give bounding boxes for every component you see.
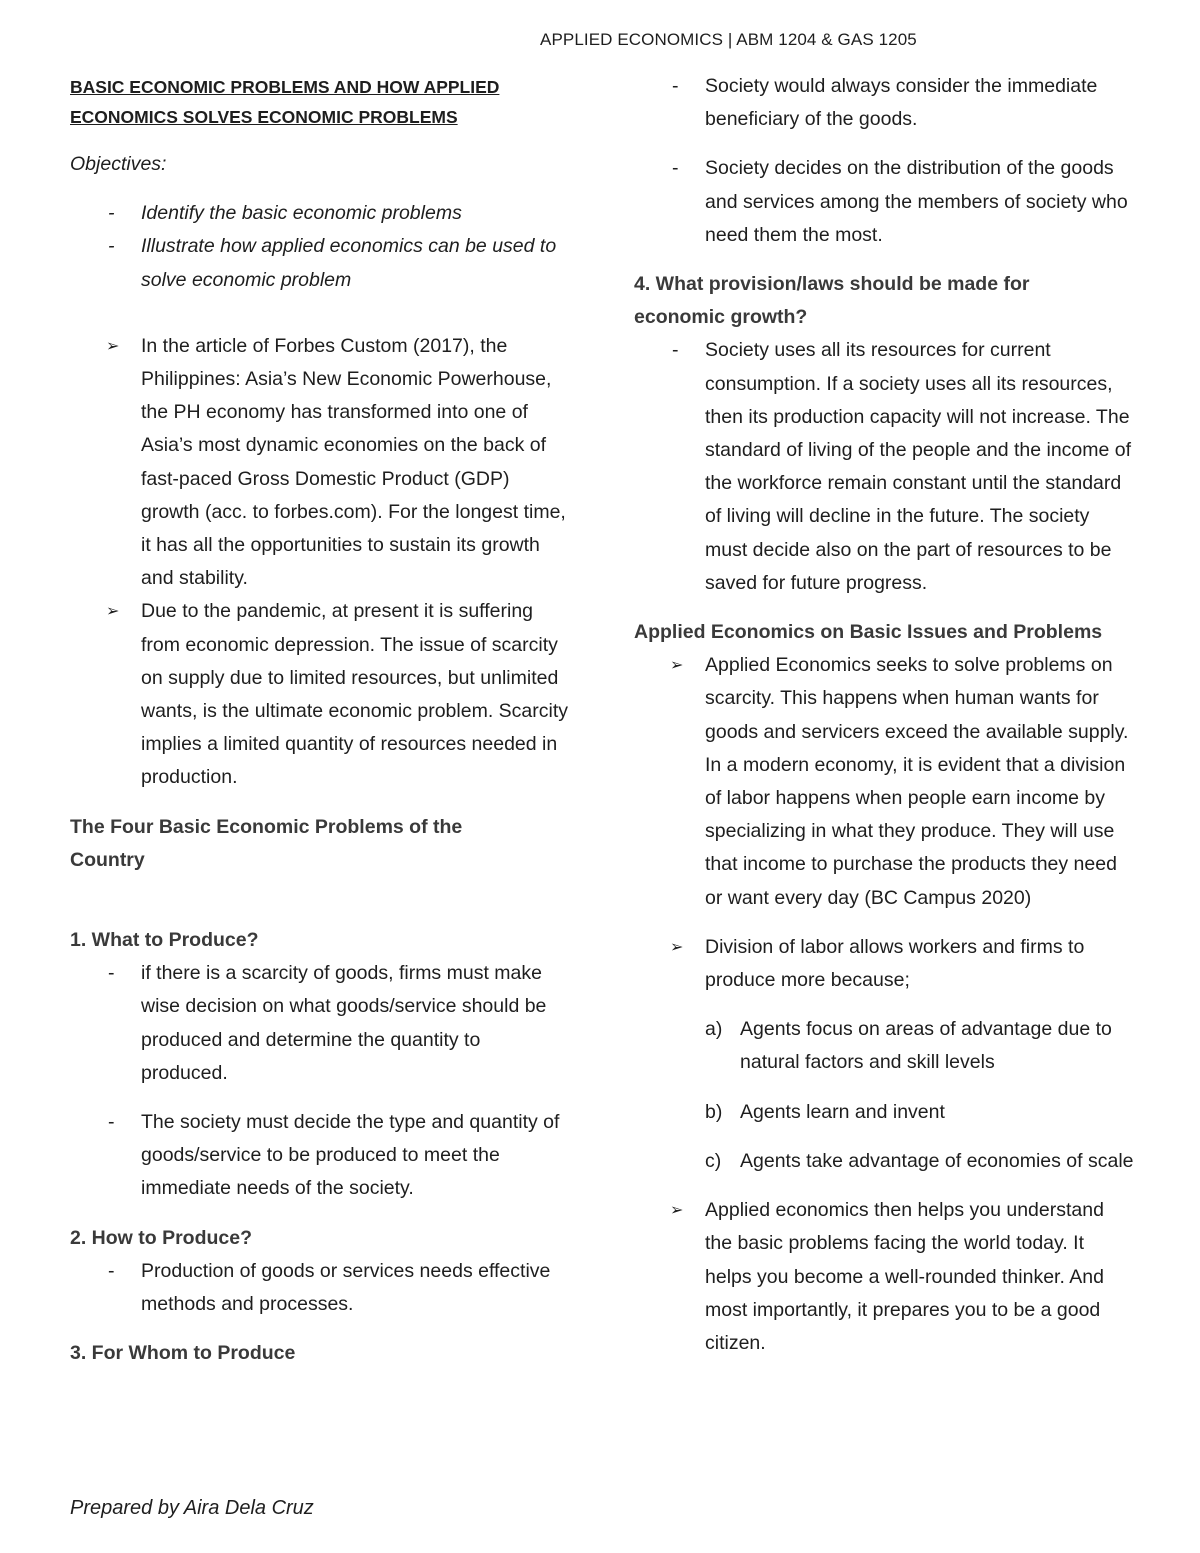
question-2-heading: 2. How to Produce?	[70, 1226, 253, 1249]
question-3-list	[634, 70, 1134, 252]
question-3-heading: 3. For Whom to Produce	[70, 1342, 296, 1365]
objectives-label: Objectives:	[70, 153, 167, 175]
intro-bullets	[70, 330, 570, 795]
question-1-heading: 1. What to Produce?	[70, 929, 259, 952]
applied-bullet: ➢ Division of labor allows workers and firms to produce more because;	[634, 931, 1134, 997]
list-item: - Society uses all its resources for current consumption. If a society uses all its resources, then its production capacity will not increase. The standard of living of the people and the income of the workforce remain constant until the standard of living will decline in the future. The society must decide also on the part of resources to be saved for future progress.	[634, 334, 1134, 600]
dash-marker: -	[108, 235, 115, 258]
dash-marker: -	[108, 1259, 115, 1282]
list-item: - Society would always consider the immediate beneficiary of the goods.	[634, 70, 1134, 136]
applied-economics-heading: Applied Economics on Basic Issues and Problems	[634, 621, 1103, 644]
list-item: - Production of goods or services needs effective methods and processes.	[70, 1255, 570, 1321]
arrow-bullet-icon: ➢	[106, 603, 120, 621]
arrow-bullet-icon: ➢	[670, 657, 684, 675]
dash-marker: -	[108, 962, 115, 985]
arrow-bullet-icon: ➢	[670, 938, 684, 956]
objective-item: - Identify the basic economic problems	[70, 197, 570, 230]
question-2-list	[70, 1255, 570, 1321]
applied-bullet: ➢ Applied economics then helps you understand the basic problems facing the world today. It helps you become a well-rounded thinker. And most importantly, it prepares you to be a good citizen.	[634, 1194, 1134, 1360]
objectives-list	[70, 197, 570, 297]
dash-marker: -	[672, 339, 679, 362]
letter-marker: a)	[705, 1018, 723, 1041]
list-item: - if there is a scarcity of goods, firms must make wise decision on what goods/service should be produced and determine the quantity to produced.	[70, 957, 570, 1090]
intro-bullet: ➢ Due to the pandemic, at present it is suffering from economic depression. The issue of scarcity on supply due to limited resources, but unlimited wants, is the ultimate economic problem. Scarcity implies a limited quantity of resources needed in production.	[70, 595, 570, 794]
arrow-bullet-icon: ➢	[670, 1202, 684, 1220]
dash-marker: -	[108, 1111, 115, 1134]
dash-marker: -	[672, 157, 679, 180]
intro-bullet: ➢ In the article of Forbes Custom (2017), the Philippines: Asia’s New Economic Powerhouse, the PH economy has transformed into one of Asia’s most dynamic economies on the back of fast-paced Gross Domestic Product (GDP) growth (acc. to forbes.com). For the longest time, it has all the opportunities to sustain its growth and stability.	[70, 330, 570, 596]
list-item: b) Agents learn and invent	[634, 1096, 1134, 1129]
letter-marker: b)	[705, 1100, 723, 1123]
four-problems-heading: The Four Basic Economic Problems of the Country	[70, 815, 463, 871]
list-item: - Society decides on the distribution of the goods and services among the members of society who need them the most.	[634, 152, 1134, 252]
arrow-bullet-icon: ➢	[106, 337, 120, 355]
list-item: c) Agents take advantage of economies of scale	[634, 1145, 1134, 1178]
page-header: APPLIED ECONOMICS | ABM 1204 & GAS 1205	[540, 30, 917, 49]
applied-bullet: ➢ Applied Economics seeks to solve problems on scarcity. This happens when human wants for goods and servicers exceed the available supply. In a modern economy, it is evident that a division of labor happens when people earn income by specializing in what they produce. They will use that income to purchase the products they need or want every day (BC Campus 2020)	[634, 649, 1134, 915]
closing-bullets	[634, 1194, 1134, 1360]
right-column	[634, 70, 1134, 1360]
document-title	[70, 72, 570, 132]
applied-bullets	[634, 649, 1134, 997]
list-item: a) Agents focus on areas of advantage due to natural factors and skill levels	[634, 1013, 1134, 1079]
dash-marker: -	[672, 75, 679, 97]
prepared-by-footer: Prepared by Aira Dela Cruz	[70, 1497, 314, 1519]
title-line-1: BASIC ECONOMIC PROBLEMS AND HOW APPLIED	[70, 77, 500, 97]
division-of-labor-list	[634, 1013, 1134, 1178]
list-item: - The society must decide the type and quantity of goods/service to be produced to meet the immediate needs of the society.	[70, 1106, 570, 1206]
question-4-list	[634, 334, 1134, 600]
question-1-list	[70, 957, 570, 1205]
question-4-heading: 4. What provision/laws should be made for economic growth?	[634, 273, 1030, 329]
dash-marker: -	[108, 202, 115, 225]
title-line-2: ECONOMICS SOLVES ECONOMIC PROBLEMS	[70, 107, 458, 127]
left-column	[70, 72, 570, 1371]
objective-item: - Illustrate how applied economics can be used to solve economic problem	[70, 230, 570, 296]
letter-marker: c)	[705, 1149, 722, 1172]
